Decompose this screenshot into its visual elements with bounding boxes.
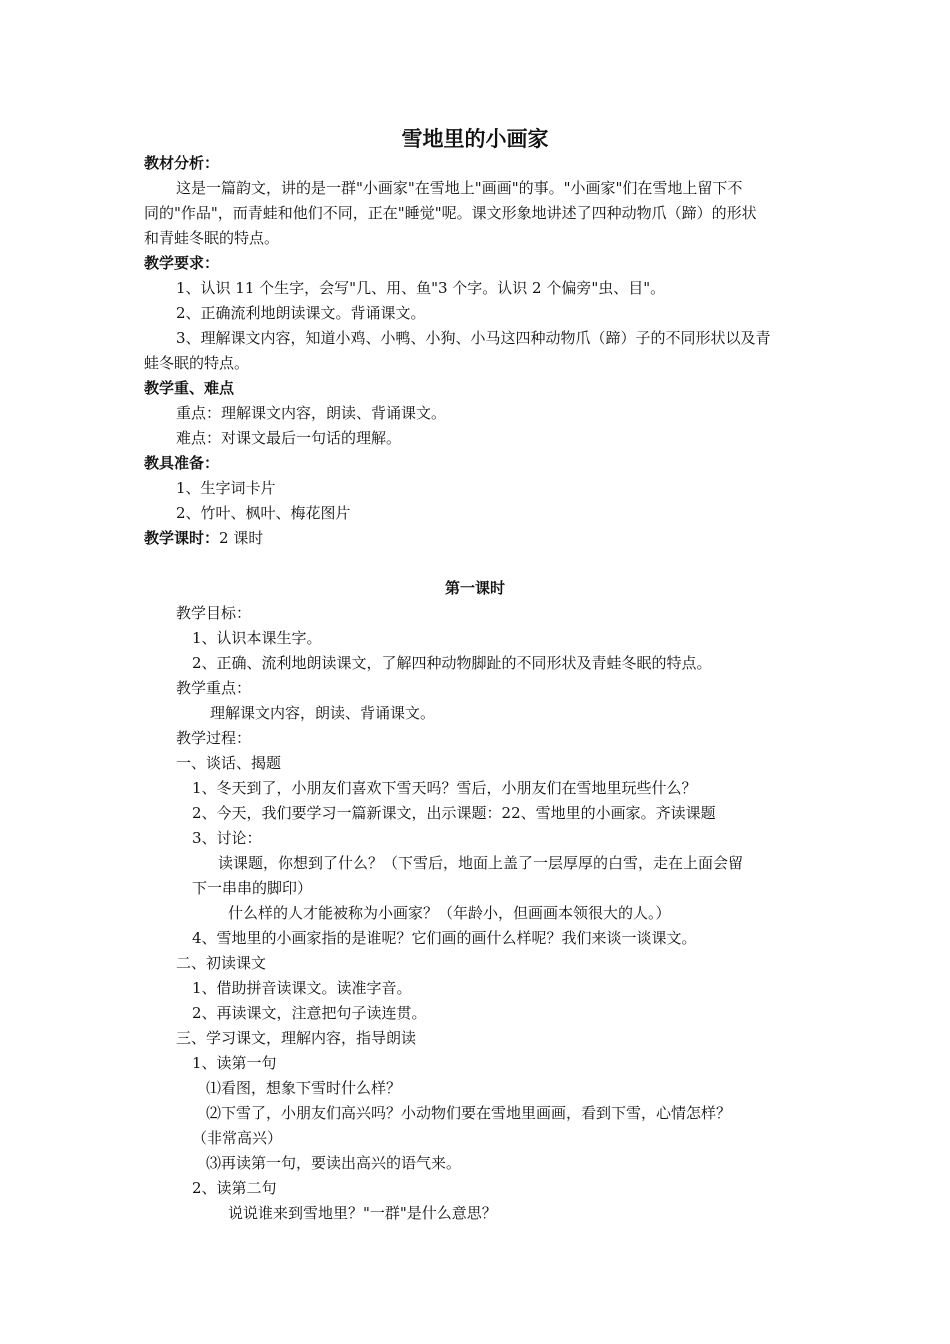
section-3-item-2-text: 说说谁来到雪地里？"一群"是什么意思？ [228,1204,497,1222]
hours-line [144,528,263,548]
lesson1-process-label: 教学过程： [176,729,252,747]
section-3-sub-3: ⑶再读第一句，要读出高兴的语气来。 [206,1154,462,1172]
lesson1-objectives-label: 教学目标： [176,604,252,622]
lesson1-heading: 第一课时 [444,579,505,597]
requirement-item-3: 3、理解课文内容，知道小鸡、小鸭、小狗、小马这四种动物爪（蹄）子的不同形状以及青 [176,329,771,347]
section-2-item-1: 1、借助拼音读课文。读准字音。 [192,979,412,997]
focus-difficult-point: 难点：对课文最后一句话的理解。 [176,429,402,447]
requirements-heading: 教学要求： [144,254,220,272]
focus-key-point: 重点：理解课文内容，朗读、背诵课文。 [176,404,447,422]
section-2-item-2: 2、再读课文，注意把句子读连贯。 [192,1004,427,1022]
page-title: 雪地里的小画家 [401,126,549,151]
hours-value: 2 课时 [219,529,264,547]
requirement-item-3-cont: 蛙冬眠的特点。 [144,354,250,372]
focus-heading: 教学重、难点 [144,379,235,397]
section-3-heading: 三、学习课文，理解内容，指导朗读 [176,1029,417,1047]
requirement-item-2: 2、正确流利地朗读课文。背诵课文。 [176,304,426,322]
analysis-line-2: 同的"作品"，而青蛙和他们不同，正在"睡觉"呢。课文形象地讲述了四种动物爪（蹄）的形状 [144,204,757,222]
section-1-item-1: 1、冬天到了，小朋友们喜欢下雪天吗？雪后，小朋友们在雪地里玩些什么？ [192,779,697,797]
tool-item-2: 2、竹叶、枫叶、梅花图片 [176,504,351,522]
section-3-item-1: 1、读第一句 [192,1054,277,1072]
section-1-item-4: 4、雪地里的小画家指的是谁呢？它们画的画什么样呢？我们来谈一谈课文。 [192,929,697,947]
section-3-sub-2: ⑵下雪了，小朋友们高兴吗？小动物们要在雪地里画画，看到下雪，心情怎样？ [206,1104,732,1122]
section-3-item-2: 2、读第二句 [192,1179,277,1197]
discussion-line-2: 什么样的人才能被称为小画家？（年龄小，但画画本领很大的人。） [228,904,671,922]
tool-item-1: 1、生字词卡片 [176,479,276,497]
section-3-sub-1: ⑴看图，想象下雪时什么样？ [206,1079,402,1097]
discussion-line-1-cont: 下一串串的脚印） [192,879,313,897]
section-1-item-3: 3、讨论： [192,829,262,847]
tools-heading: 教具准备： [144,454,220,472]
analysis-line-3: 和青蛙冬眠的特点。 [144,229,280,247]
section-1-item-2: 2、今天，我们要学习一篇新课文，出示课题：22、雪地里的小画家。齐读课题 [192,804,716,822]
requirement-item-1: 1、认识 11 个生字，会写"几、用、鱼"3 个字。认识 2 个偏旁"虫、目"。 [176,279,666,297]
analysis-line-1: 这是一篇韵文，讲的是一群"小画家"在雪地上"画画"的事。"小画家"们在雪地上留下不 [176,179,743,197]
hours-heading: 教学课时： [144,529,220,547]
section-2-heading: 二、初读课文 [176,954,267,972]
lesson1-keypoint-text: 理解课文内容，朗读、背诵课文。 [210,704,436,722]
lesson1-objective-2: 2、正确、流利地朗读课文，了解四种动物脚趾的不同形状及青蛙冬眠的特点。 [192,654,712,672]
section-3-sub-2-cont: （非常高兴） [192,1129,283,1147]
section-1-heading: 一、谈话、揭题 [176,754,282,772]
lesson1-keypoint-label: 教学重点： [176,679,252,697]
analysis-heading: 教材分析： [144,154,220,172]
lesson1-objective-1: 1、认识本课生字。 [192,629,322,647]
discussion-line-1: 读课题，你想到了什么？（下雪后，地面上盖了一层厚厚的白雪，走在上面会留 [218,854,744,872]
